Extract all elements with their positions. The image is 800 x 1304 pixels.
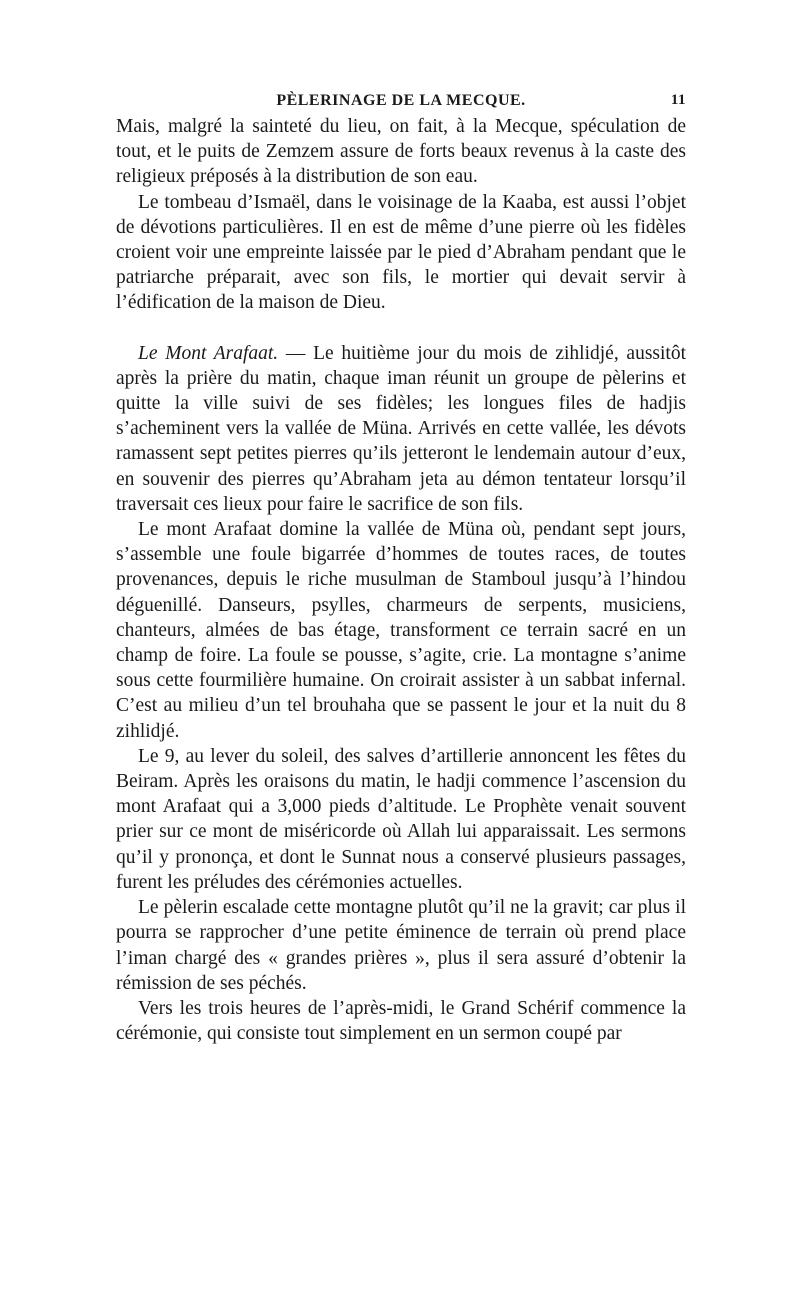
paragraph-5 xyxy=(116,744,686,895)
paragraph-2 xyxy=(116,190,686,316)
running-title: PÈLERINAGE DE LA MECQUE. xyxy=(276,92,526,109)
body-text xyxy=(116,114,686,1046)
paragraph-5-text: Le 9, au lever du soleil, des salves d’artillerie annoncent les fêtes du Beiram. Après les oraisons du matin, le hadji commence l’ascension du mont Arafaat qui a 3,000 pieds d’altitude. Le Prophète venait souvent prier sur ce mont de miséricorde où Allah lui apparaissait. Les sermons qu’il y prononça, et dont le Sunnat nous a conservé plusieurs passages, furent les préludes des cérémonies actuelles. xyxy=(116,745,686,893)
paragraph-2-text: Le tombeau d’Ismaël, dans le voisinage de la Kaaba, est aussi l’objet de dévotions particulières. Il en est de même d’une pierre où les fidèles croient voir une empreinte laissée par le pied d’Abraham pendant que le patriarche préparait, avec son fils, le mortier qui devait servir à l’édification de la maison de Dieu. xyxy=(116,191,686,314)
paragraph-6 xyxy=(116,895,686,996)
paragraph-4 xyxy=(116,517,686,744)
paragraph-3 xyxy=(116,341,686,517)
paragraph-4-text: Le mont Arafaat domine la vallée de Müna où, pendant sept jours, s’assemble une foule bigarrée d’hommes de toutes races, de toutes provenances, depuis le riche musulman de Stamboul jusqu’à l’hindou déguenillé. Danseurs, psylles, charmeurs de serpents, musiciens, chanteurs, almées de bas étage, transforment ce terrain sacré en un champ de foire. La foule se pousse, s’agite, crie. La montagne s’anime sous cette fourmilière humaine. On croirait assister à un sabbat infernal. C’est au milieu d’un tel brouhaha que se passent le jour et la nuit du 8 zihlidjé. xyxy=(116,519,686,742)
paragraph-1-text: Mais, malgré la sainteté du lieu, on fait, à la Mecque, spéculation de tout, et le puits de Zemzem assure de forts beaux revenus à la caste des religieux préposés à la distribution de son eau. xyxy=(116,116,686,188)
paragraph-3-text: — Le huitième jour du mois de zihlidjé, aussitôt après la prière du matin, chaque iman réunit un groupe de pèlerins et quitte la ville suivi de ses fidèles; les longues files de hadjis s’acheminent vers la vallée de Müna. Arrivés en cette vallée, les dévots ramassent sept petites pierres qu’ils jetteront le lendemain autour d’eux, en souvenir des pierres qu’Abraham jeta au démon tentateur lorsqu’il traversait ces lieux pour faire le sacrifice de son fils. xyxy=(116,342,686,515)
section-title: Le Mont Arafaat. xyxy=(138,342,279,364)
page-header xyxy=(116,88,686,114)
page-number: 11 xyxy=(670,92,686,108)
paragraph-6-text: Le pèlerin escalade cette montagne plutôt qu’il ne la gravit; car plus il pourra se rapprocher d’une petite éminence de terrain où prend place l’iman chargé des « grandes prières », plus il sera assuré d’obtenir la rémission de ses péchés. xyxy=(116,897,686,994)
book-page xyxy=(116,88,686,1046)
paragraph-7-text: Vers les trois heures de l’après-midi, le Grand Schérif commence la cérémonie, qui consiste tout simplement en un sermon coupé par xyxy=(116,997,686,1045)
paragraph-7 xyxy=(116,996,686,1046)
paragraph-1 xyxy=(116,114,686,190)
